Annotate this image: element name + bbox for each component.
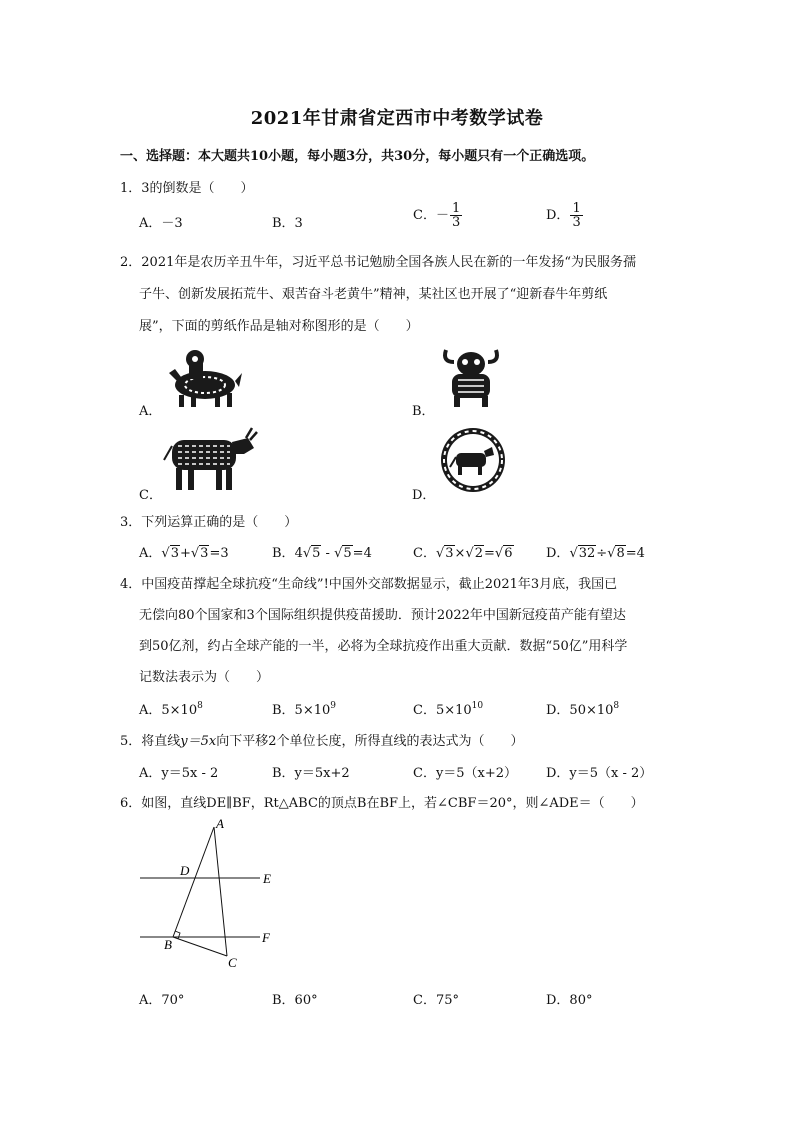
q5-option-a: A．y＝5x - 2: [139, 766, 219, 781]
q3-d-radicand-2: 8: [616, 546, 625, 561]
q1-option-c: [413, 202, 463, 229]
q3-b-radicand-2: 5: [343, 546, 352, 561]
q2-option-b: B．: [412, 404, 435, 419]
question-4-line-1: 4．中国疫苗撑起全球抗疫“生命线”!中国外交部数据显示，截止2021年3月底，我国已: [120, 577, 618, 592]
q4-c-exponent: 10: [471, 701, 484, 711]
q3-a-sqrt-1: √3: [161, 546, 179, 561]
q3-a-radicand-1: 3: [170, 546, 179, 561]
q4-option-c: [413, 699, 483, 718]
q2-option-d: D．: [412, 488, 436, 503]
geometry-figure: [130, 815, 290, 975]
q5-stem-suffix: 向下平移2个单位长度，所得直线的表达式为（ ）: [216, 734, 524, 749]
point-label-f: F: [262, 930, 270, 945]
q3-b-radicand-1: 5: [312, 546, 321, 561]
q5-stem-prefix: 5．将直线: [120, 734, 181, 749]
q1-option-b: B．3: [272, 216, 303, 231]
q3-a-label: A．: [139, 546, 162, 561]
segment-ab: [173, 827, 214, 937]
q3-c-eq: =: [484, 546, 495, 561]
q3-c-sqrt-3: √6: [494, 546, 513, 561]
q3-c-radicand-2: 2: [474, 546, 484, 561]
q6-option-c: C．75°: [413, 993, 459, 1008]
q1-d-den: 3: [572, 215, 581, 230]
q3-option-d: [546, 542, 645, 561]
q3-d-sqrt-2: √8: [607, 546, 625, 561]
q1-c-fraction: [450, 202, 462, 229]
q6-option-d: D．80°: [546, 993, 593, 1008]
q5-option-d: D．y＝5（x - 2）: [546, 766, 653, 781]
point-label-e: E: [263, 871, 271, 886]
q3-b-coef: 4: [294, 546, 303, 561]
q4-a-base: A．5×10: [139, 703, 198, 718]
question-5-stem: [120, 730, 524, 749]
page-title: 2021年甘肃省定西市中考数学试卷: [250, 108, 544, 129]
question-2-line-2: 子牛、创新发展拓荒牛、艰苦奋斗老黄牛”精神，某社区也开展了“迎新春牛年剪纸: [139, 287, 608, 302]
q3-d-radicand-1: 32: [578, 546, 596, 561]
section-heading: 一、选择题：本大题共10小题，每小题3分，共30分，每小题只有一个正确选项。: [120, 149, 595, 164]
q3-c-label: C．: [413, 546, 436, 561]
q3-d-sqrt-1: √32: [569, 546, 596, 561]
q3-b-label: B．: [272, 546, 295, 561]
q3-b-sqrt-2: √5: [334, 546, 352, 561]
q3-option-b: [272, 542, 372, 561]
q3-c-radicand-1: 3: [445, 546, 454, 561]
q4-b-base: B．5×10: [272, 703, 331, 718]
q3-option-c: [413, 542, 514, 561]
point-label-b: B: [164, 937, 172, 952]
q4-option-b: [272, 699, 336, 718]
question-4-line-2: 无偿向80个国家和3个国际组织提供疫苗援助．预计2022年中国新冠疫苗产能有望达: [139, 608, 626, 623]
point-label-c: C: [228, 955, 237, 970]
q5-stem-equation: y＝5x: [180, 734, 217, 749]
q3-a-sqrt-2: √3: [190, 546, 209, 561]
q3-a-radicand-2: 3: [200, 546, 209, 561]
q3-d-result: =4: [625, 546, 645, 561]
ox-papercut-c-image: [162, 424, 258, 492]
segment-bc: [173, 937, 227, 956]
q1-d-fraction: [570, 202, 582, 229]
q4-a-exponent: 8: [197, 701, 203, 711]
q4-d-exponent: 8: [613, 701, 620, 711]
q6-option-a: A．70°: [139, 993, 185, 1008]
q2-option-c: C．: [139, 488, 162, 503]
question-6-stem: 6．如图，直线DE∥BF，Rt△ABC的顶点B在BF上，若∠CBF＝20°，则∠ADE＝（ ）: [120, 796, 644, 811]
q1-option-d: [546, 202, 584, 229]
q3-a-result: =3: [209, 546, 229, 561]
q4-option-d: [546, 699, 619, 718]
ox-papercut-b-image: [440, 342, 502, 408]
ox-papercut-a-image: [165, 343, 243, 409]
q4-b-exponent: 9: [330, 701, 336, 711]
q3-c-op: ×: [454, 546, 466, 561]
q6-option-b: B．60°: [272, 993, 318, 1008]
q5-option-c: C．y＝5（x+2）: [413, 766, 518, 781]
q3-d-label: D．: [546, 546, 570, 561]
question-1-stem: 1．3的倒数是（ ）: [120, 181, 254, 196]
q1-d-num: 1: [572, 201, 581, 216]
q3-c-sqrt-2: √2: [465, 546, 484, 561]
point-label-d: D: [180, 863, 190, 878]
q2-option-a: A．: [139, 404, 162, 419]
point-label-a: A: [216, 816, 224, 831]
q4-c-base: C．5×10: [413, 703, 472, 718]
q1-d-label: D．: [546, 208, 570, 223]
ox-papercut-d-image: [440, 427, 506, 493]
q4-option-a: [139, 699, 203, 718]
q3-b-op: -: [321, 546, 335, 561]
q1-c-num: 1: [451, 201, 461, 216]
q1-c-label: C．－: [413, 208, 449, 223]
q3-d-op: ÷: [596, 546, 608, 561]
q3-b-result: =4: [352, 546, 372, 561]
q3-c-radicand-3: 6: [504, 546, 513, 561]
q3-b-sqrt-1: √5: [302, 546, 321, 561]
q3-option-a: [139, 542, 229, 561]
q1-option-a: A．－3: [139, 216, 183, 231]
question-4-line-4: 记数法表示为（ ）: [139, 670, 270, 685]
q3-c-sqrt-1: √3: [435, 546, 454, 561]
q3-a-op: +: [179, 546, 191, 561]
question-2-line-3: 展”，下面的剪纸作品是轴对称图形的是（ ）: [139, 319, 419, 334]
q4-d-base: D．50×10: [546, 703, 614, 718]
question-3-stem: 3．下列运算正确的是（ ）: [120, 515, 298, 530]
question-2-line-1: 2．2021年是农历辛丑牛年，习近平总书记勉励全国各族人民在新的一年发扬“为民服务孺: [120, 255, 637, 270]
question-4-line-3: 到50亿剂，约占全球产能的一半，必将为全球抗疫作出重大贡献．数据“50亿”用科学: [139, 639, 628, 654]
q1-c-den: 3: [451, 215, 461, 230]
q5-option-b: B．y＝5x+2: [272, 766, 350, 781]
